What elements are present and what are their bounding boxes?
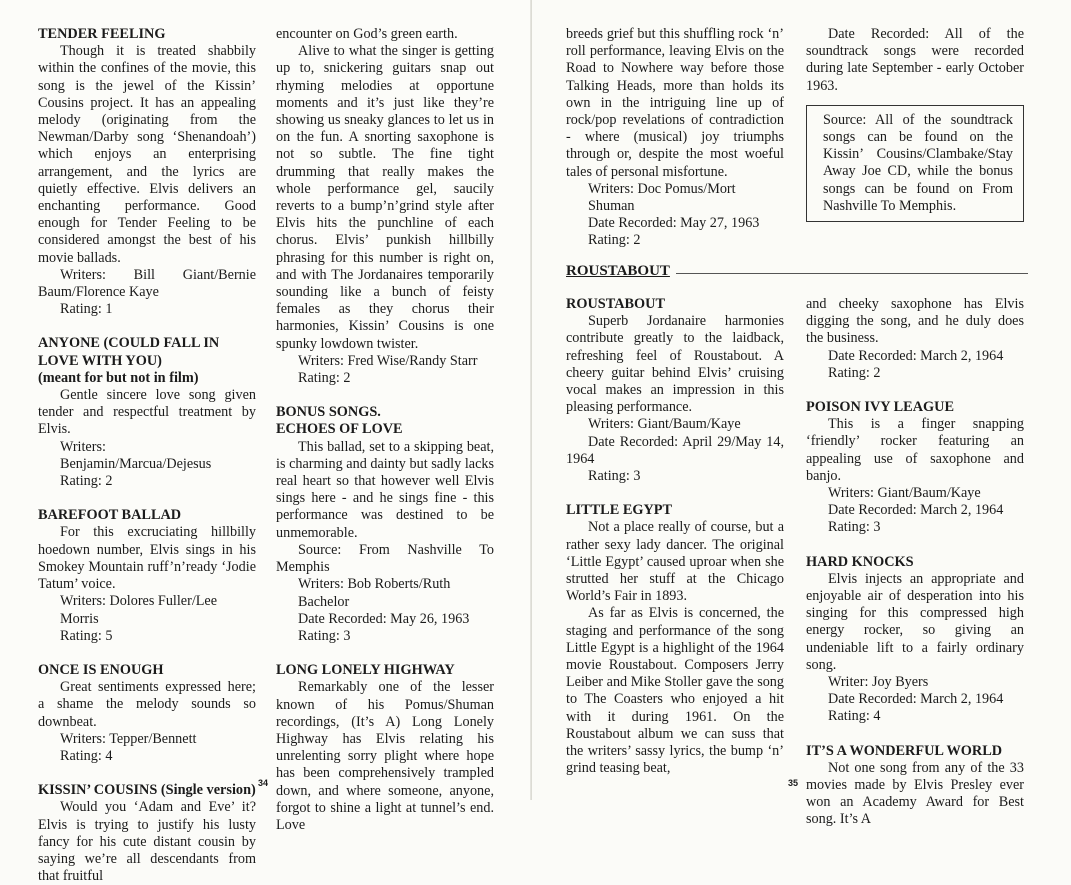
paragraph: Remarkably one of the lesser known of his Pomus/Shuman recordings, (It’s A) Long Lonely Highway has Elvis relating his unrelenting sorry plight where hope has been comprehensively trampled down, and where someone, anyone, forgot to shine a light at tunnel’s end. Love — [276, 679, 494, 833]
song-heading: BAREFOOT BALLAD — [38, 507, 182, 524]
spacer — [38, 765, 256, 782]
paragraph-continued: and cheeky saxophone has Elvis digging the song, and he duly does the business. — [806, 296, 1024, 347]
paragraph: Gentle sincere love song given tender and respectful treatment by Elvis. — [38, 387, 256, 438]
song-heading: HARD KNOCKS — [806, 553, 914, 570]
song-heading: KISSIN’ COUSINS (Single version) — [38, 782, 256, 799]
song-heading: LONG LONELY HIGHWAY — [276, 662, 455, 679]
song-credit: Date Recorded: March 2, 1964 — [828, 347, 1004, 364]
right-column-2-top — [806, 26, 1024, 222]
song-heading: (meant for but not in film) — [38, 369, 199, 386]
song-credit: Rating: 5 — [60, 627, 113, 644]
song-heading: BONUS SONGS. — [276, 404, 381, 421]
song-credit: Date Recorded: March 2, 1964 — [828, 502, 1004, 519]
song-credit: Writers: Dolores Fuller/Lee Morris — [60, 593, 218, 627]
song-credit: Rating: 1 — [60, 301, 113, 318]
song-credit: Date Recorded: March 2, 1964 — [828, 691, 1004, 708]
song-heading: IT’S A WONDERFUL WORLD — [806, 742, 1003, 759]
section-rule — [676, 273, 1028, 274]
paragraph: Writers: Bill Giant/Bernie Baum/Florence Kaye — [38, 266, 256, 301]
song-heading: ANYONE (COULD FALL IN LOVE WITH YOU) — [38, 335, 220, 369]
paragraph: Source: From Nashville To Memphis — [276, 541, 494, 576]
spacer — [276, 387, 494, 404]
spacer — [38, 645, 256, 662]
song-heading: POISON IVY LEAGUE — [806, 399, 955, 416]
song-credit: Rating: 3 — [828, 519, 881, 536]
paragraph: Date Recorded: April 29/May 14, 1964 — [566, 433, 784, 467]
spacer — [806, 382, 1024, 399]
song-heading: ROUSTABOUT — [566, 296, 666, 312]
right-column-1-top — [566, 26, 784, 250]
right-column-2-top-text — [806, 26, 1024, 95]
right-column-1-bottom — [566, 296, 784, 777]
paragraph: Would you ‘Adam and Eve’ it? Elvis is trying to justify his lusty fancy for his cute distant cousin by saying we’re all descendants from that fruitful — [38, 799, 256, 885]
song-credit: Date Recorded: May 26, 1963 — [298, 610, 470, 627]
song-credit: Rating: 3 — [298, 627, 351, 644]
song-credit: Rating: 4 — [60, 747, 113, 764]
spacer — [38, 490, 256, 507]
paragraph: Not a place really of course, but a rather sexy lady dancer. The original ‘Little Egypt’ caused uproar when she strutted her stuff at the Chicago World’s Fair in 1893. — [566, 519, 784, 605]
song-credit: Date Recorded: May 27, 1963 — [588, 215, 760, 232]
song-credit: Rating: 2 — [60, 473, 113, 490]
paragraph: Great sentiments expressed here; a shame the melody sounds so downbeat. — [38, 679, 256, 730]
song-credit: Rating: 3 — [588, 468, 641, 485]
song-heading: TENDER FEELING — [38, 26, 166, 42]
paragraph: This is a finger snapping ‘friendly’ rocker featuring an appealing use of saxophone and banjo. — [806, 416, 1024, 484]
left-column-2 — [276, 26, 494, 834]
paragraph-continued: encounter on God’s green earth. — [276, 26, 458, 42]
paragraph: Elvis injects an appropriate and enjoyable air of desperation into his singing for this compressed high energy rocker, so giving an undeniable lift to a fairly ordinary song. — [806, 570, 1024, 673]
spacer — [38, 318, 256, 335]
song-credit: Writers: Benjamin/Marcua/Dejesus — [60, 438, 212, 472]
song-credit: Writers: Doc Pomus/Mort Shuman — [588, 180, 736, 215]
page-number-right: 35 — [788, 778, 799, 788]
paragraph: This ballad, set to a skipping beat, is charming and dainty but sadly lacks real heart so that however well Elvis sings here - and he sings fine - this performance was destined to be unmemorable. — [276, 438, 494, 541]
left-column-1 — [38, 26, 256, 885]
left-page — [0, 0, 532, 885]
song-credit: Rating: 2 — [298, 370, 351, 387]
song-credit: Writers: Tepper/Bennett — [60, 730, 197, 747]
source-box-text: Source: All of the soundtrack songs can be found on the Kissin’ Cousins/Clambake/Stay Away Joe CD, while the bonus songs can be found on From Nashville To Memphis. — [823, 111, 1013, 214]
source-box — [806, 105, 1024, 222]
paragraph: Not one song from any of the 33 movies made by Elvis Presley ever won an Academy Award for Best song. It’s A — [806, 759, 1024, 828]
song-credit: Writer: Joy Byers — [828, 674, 929, 691]
song-credit: Rating: 2 — [588, 232, 641, 249]
song-credit: Writers: Giant/Baum/Kaye — [588, 416, 741, 433]
paragraph: Though it is treated shabbily within the confines of the movie, this song is the jewel of the Kissin’ Cousins project. It has an appealing melody (originating from the Newman/Darby song ‘Shenandoah’) which enjoys an enterprising arrangement, and the lyrics are quietly effective. Elvis delivers an enchanting performance. Good enough for Tender Feeling to be considered amongst the best of his movie ballads. — [38, 43, 256, 266]
spacer — [806, 726, 1024, 743]
spacer — [806, 537, 1024, 554]
song-heading: ONCE IS ENOUGH — [38, 661, 164, 678]
song-credit: Rating: 4 — [828, 708, 881, 725]
spacer — [566, 485, 784, 502]
song-credit: Writers: Bob Roberts/Ruth Bachelor — [298, 576, 451, 610]
song-heading: ECHOES OF LOVE — [276, 421, 403, 438]
song-credit: Writers: Fred Wise/Randy Starr — [298, 352, 478, 369]
paragraph: Superb Jordanaire harmonies contribute greatly to the laidback, refreshing feel of Roustabout. A cheery guitar behind Elvis’ cruising vocal makes an impression in this pleasing performance. — [566, 313, 784, 416]
page-number-left: 34 — [258, 778, 269, 788]
paragraph-continued: breeds grief but this shuffling rock ‘n’ roll performance, leaving Elvis on the Road to Nowhere way before those Talking Heads, more than holds its own in the intriguing line up of rock/pop revelations of contradiction - where (musical) joy triumphs through or, despite the most woeful tales of personal misfortune. — [566, 26, 784, 180]
spacer — [276, 645, 494, 662]
paragraph: For this excruciating hillbilly hoedown number, Elvis sings in his Smokey Mountain ruff’n’ready ‘Jodie Tatum’ voice. — [38, 524, 256, 593]
right-column-2-bottom — [806, 296, 1024, 829]
paragraph: Alive to what the singer is getting up to, snickering guitars snap out rhyming melodies at opportune moments and it’s just like they’re showing us sneaky glances to let us in on the fun. A snorting saxophone is not so subtle. The fine tight drumming that really makes the whole performance gel, saucily reverts to a bump’n’grind style after Elvis hits the punchline of each chorus. Elvis’ punkish hillbilly phrasing for this number is right on, and with The Jordanaires temporarily sounding like a bunch of feisty females as they chorus their harmonies, Kissin’ Cousins is one spunky lowdown twister. — [276, 43, 494, 352]
paragraph: Date Recorded: All of the soundtrack songs were recorded during late September - early October 1963. — [806, 26, 1024, 94]
song-heading: LITTLE EGYPT — [566, 502, 673, 519]
section-heading — [566, 263, 1028, 280]
paragraph: As far as Elvis is concerned, the staging and performance of the song Little Egypt is a highlight of the 1964 movie Roustabout. Composers Jerry Leiber and Mike Stoller gave the song to The Coasters who enjoyed a hit with it during 1961. On the Roustabout album we can suss that the writers’ sassy lyrics, the bump ‘n’ grind teasing beat, — [566, 605, 784, 777]
song-credit: Rating: 2 — [828, 364, 881, 381]
section-title: ROUSTABOUT — [566, 263, 670, 279]
song-credit: Writers: Giant/Baum/Kaye — [828, 485, 981, 502]
